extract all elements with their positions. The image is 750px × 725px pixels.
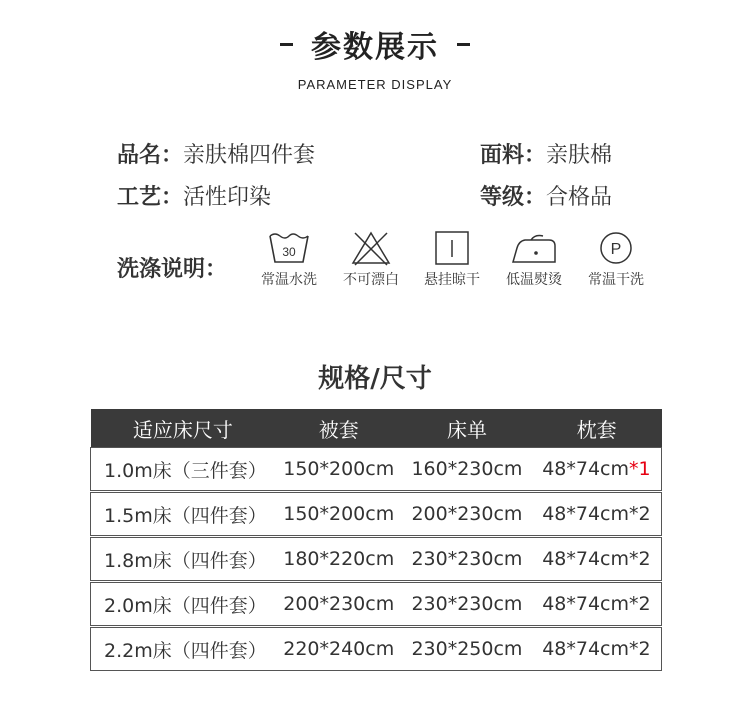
wash-item-no-bleach (331, 230, 411, 289)
dry-clean-icon (594, 230, 638, 266)
header-bed-size: 适应床尺寸 (91, 409, 276, 448)
param-grade-value: 合格品 (546, 185, 613, 210)
cell-bed-size: 1.5m床（四件套） (91, 493, 276, 536)
param-grade (480, 180, 612, 211)
cell-duvet-cover: 200*230cm (275, 583, 402, 626)
cell-sheet: 200*230cm (402, 493, 532, 536)
wash-30-icon (267, 230, 311, 266)
hang-dry-icon (430, 230, 474, 266)
cell-pillowcase: 48*74cm*2 (532, 628, 662, 671)
wash-label: 洗涤说明： (117, 257, 228, 282)
cell-pillowcase: 48*74cm*2 (532, 538, 662, 581)
dry-clean-letter: P (610, 241, 622, 258)
pillowcase-size: 48*74cm (542, 458, 630, 480)
spec-table (90, 409, 662, 671)
param-fabric (480, 138, 612, 169)
cell-duvet-cover: 220*240cm (275, 628, 402, 671)
page-header (0, 22, 750, 66)
cell-bed-size: 2.0m床（四件套） (91, 583, 276, 626)
param-craft-label: 工艺： (117, 185, 184, 210)
title-dash-left (280, 43, 293, 46)
page-title: 参数展示 (311, 30, 439, 65)
cell-bed-size: 1.0m床（三件套） (91, 448, 276, 491)
cell-pillowcase (532, 448, 662, 491)
cell-sheet: 230*230cm (402, 538, 532, 581)
param-name-value: 亲肤棉四件套 (183, 143, 316, 168)
spec-title: 规格/尺寸 (318, 364, 432, 394)
wash-item-normal-wash (249, 230, 329, 289)
spec-header-row (91, 409, 662, 448)
param-grade-label: 等级： (480, 185, 547, 210)
wash-caption: 常温水洗 (261, 272, 317, 288)
cell-duvet-cover: 150*200cm (275, 448, 402, 491)
title-dash-right (457, 43, 470, 46)
header-sheet: 床单 (402, 409, 532, 448)
param-name-label: 品名： (117, 143, 184, 168)
table-row (91, 448, 662, 491)
cell-bed-size: 2.2m床（四件套） (91, 628, 276, 671)
cell-pillowcase: 48*74cm*2 (532, 493, 662, 536)
cell-duvet-cover: 150*200cm (275, 493, 402, 536)
cell-sheet: 230*230cm (402, 583, 532, 626)
wash-caption: 悬挂晾干 (424, 272, 480, 288)
cell-sheet: 230*250cm (402, 628, 532, 671)
header-duvet-cover: 被套 (275, 409, 402, 448)
wash-item-hang-dry (412, 230, 492, 289)
wash-item-dry-clean (576, 230, 656, 289)
wash-caption: 不可漂白 (343, 272, 399, 288)
cell-sheet: 160*230cm (402, 448, 532, 491)
table-row (91, 628, 662, 671)
iron-low-icon (509, 230, 559, 266)
param-craft-value: 活性印染 (183, 185, 272, 210)
param-craft (117, 180, 271, 211)
param-fabric-value: 亲肤棉 (546, 143, 613, 168)
table-row (91, 583, 662, 626)
cell-pillowcase: 48*74cm*2 (532, 583, 662, 626)
wash-item-low-iron (494, 230, 574, 289)
header-pillowcase: 枕套 (532, 409, 662, 448)
param-name (117, 138, 315, 169)
page-subtitle: PARAMETER DISPLAY (297, 77, 453, 92)
table-row (91, 493, 662, 536)
wash-temp-text: 30 (282, 245, 296, 259)
wash-caption: 常温干洗 (588, 272, 644, 288)
pillowcase-qty: *1 (629, 458, 651, 480)
param-fabric-label: 面料： (480, 143, 547, 168)
cell-duvet-cover: 180*220cm (275, 538, 402, 581)
wash-caption: 低温熨烫 (506, 272, 562, 288)
cell-bed-size: 1.8m床（四件套） (91, 538, 276, 581)
no-bleach-icon (349, 230, 393, 266)
table-row (91, 538, 662, 581)
